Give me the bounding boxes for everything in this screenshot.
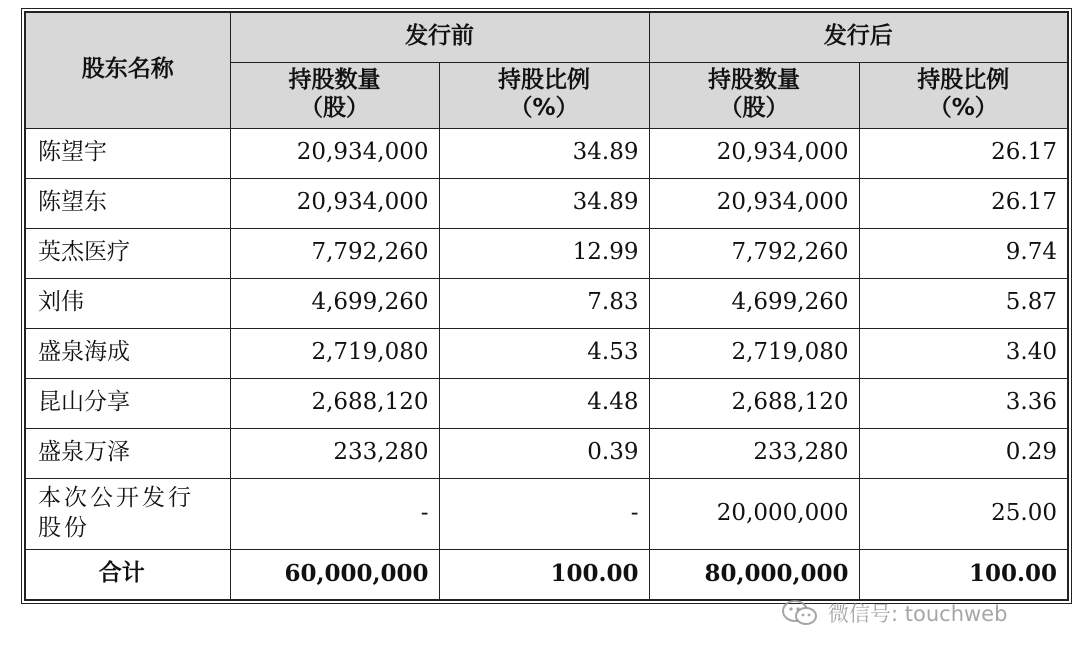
table-row bbox=[25, 278, 1068, 328]
after-pct-cell: 3.36 bbox=[859, 378, 1068, 428]
after-qty-cell: 2,719,080 bbox=[649, 328, 859, 378]
after-pct-cell: 26.17 bbox=[859, 128, 1068, 178]
after-qty-cell: 2,688,120 bbox=[649, 378, 859, 428]
header-group-row bbox=[25, 12, 1068, 62]
before-qty-header bbox=[230, 62, 439, 128]
before-qty-cell: 233,280 bbox=[230, 428, 439, 478]
before-qty-cell: 2,688,120 bbox=[230, 378, 439, 428]
table-row bbox=[25, 128, 1068, 178]
after-qty-cell: 233,280 bbox=[649, 428, 859, 478]
after-pct-cell: 25.00 bbox=[859, 478, 1068, 549]
table-row bbox=[25, 228, 1068, 278]
shareholder-name: 刘伟 bbox=[25, 278, 230, 328]
table-row bbox=[25, 378, 1068, 428]
total-before-pct: 100.00 bbox=[439, 549, 649, 600]
table-body bbox=[25, 128, 1068, 600]
shareholder-name: 英杰医疗 bbox=[25, 228, 230, 278]
after-qty-cell: 7,792,260 bbox=[649, 228, 859, 278]
before-pct-cell: 4.53 bbox=[439, 328, 649, 378]
after-qty-header bbox=[649, 62, 859, 128]
shareholder-name-header: 股东名称 bbox=[25, 12, 230, 128]
shareholder-name: 盛泉海成 bbox=[25, 328, 230, 378]
before-qty-cell: - bbox=[230, 478, 439, 549]
total-row bbox=[25, 549, 1068, 600]
table-row bbox=[25, 178, 1068, 228]
after-pct-cell: 3.40 bbox=[859, 328, 1068, 378]
after-qty-cell: 20,934,000 bbox=[649, 178, 859, 228]
qty-header-line1: 持股数量 bbox=[708, 67, 800, 94]
shareholder-name bbox=[25, 478, 230, 549]
after-pct-cell: 5.87 bbox=[859, 278, 1068, 328]
after-qty-cell: 4,699,260 bbox=[649, 278, 859, 328]
before-qty-cell: 2,719,080 bbox=[230, 328, 439, 378]
before-issuance-header: 发行前 bbox=[230, 12, 649, 62]
shareholder-name: 陈望东 bbox=[25, 178, 230, 228]
shareholding-table bbox=[24, 11, 1069, 601]
after-pct-cell: 9.74 bbox=[859, 228, 1068, 278]
pct-header-line1: 持股比例 bbox=[498, 67, 590, 94]
total-after-qty: 80,000,000 bbox=[649, 549, 859, 600]
after-qty-cell: 20,934,000 bbox=[649, 128, 859, 178]
before-pct-cell: 12.99 bbox=[439, 228, 649, 278]
before-qty-cell: 20,934,000 bbox=[230, 128, 439, 178]
qty-header-line2: （股） bbox=[300, 95, 369, 121]
after-pct-header bbox=[859, 62, 1068, 128]
shareholder-name: 陈望宇 bbox=[25, 128, 230, 178]
pct-header-line2: （%） bbox=[509, 95, 579, 121]
after-qty-cell: 20,000,000 bbox=[649, 478, 859, 549]
before-pct-cell: 4.48 bbox=[439, 378, 649, 428]
total-label: 合计 bbox=[25, 549, 230, 600]
before-pct-cell: 7.83 bbox=[439, 278, 649, 328]
before-pct-cell: 34.89 bbox=[439, 178, 649, 228]
shareholder-name-line1: 本次公开发行 bbox=[38, 484, 194, 511]
before-pct-cell: 34.89 bbox=[439, 128, 649, 178]
table-header bbox=[25, 12, 1068, 128]
shareholder-name-line2: 股份 bbox=[38, 514, 90, 541]
shareholder-name: 昆山分享 bbox=[25, 378, 230, 428]
before-qty-cell: 7,792,260 bbox=[230, 228, 439, 278]
after-issuance-header: 发行后 bbox=[649, 12, 1068, 62]
watermark-text: 微信号: touchweb bbox=[828, 602, 1008, 626]
qty-header-line2: （股） bbox=[719, 95, 789, 121]
shareholder-name: 盛泉万泽 bbox=[25, 428, 230, 478]
after-pct-cell: 0.29 bbox=[859, 428, 1068, 478]
total-after-pct: 100.00 bbox=[859, 549, 1068, 600]
wechat-watermark bbox=[780, 598, 1007, 628]
total-before-qty: 60,000,000 bbox=[230, 549, 439, 600]
qty-header-line1: 持股数量 bbox=[288, 67, 381, 94]
after-pct-cell: 26.17 bbox=[859, 178, 1068, 228]
table-row bbox=[25, 428, 1068, 478]
wechat-icon bbox=[780, 598, 820, 628]
before-pct-cell: 0.39 bbox=[439, 428, 649, 478]
before-pct-header bbox=[439, 62, 649, 128]
table-row bbox=[25, 328, 1068, 378]
pct-header-line2: （%） bbox=[928, 95, 998, 121]
before-qty-cell: 20,934,000 bbox=[230, 178, 439, 228]
table-row bbox=[25, 478, 1068, 549]
before-qty-cell: 4,699,260 bbox=[230, 278, 439, 328]
pct-header-line1: 持股比例 bbox=[917, 67, 1010, 94]
before-pct-cell: - bbox=[439, 478, 649, 549]
